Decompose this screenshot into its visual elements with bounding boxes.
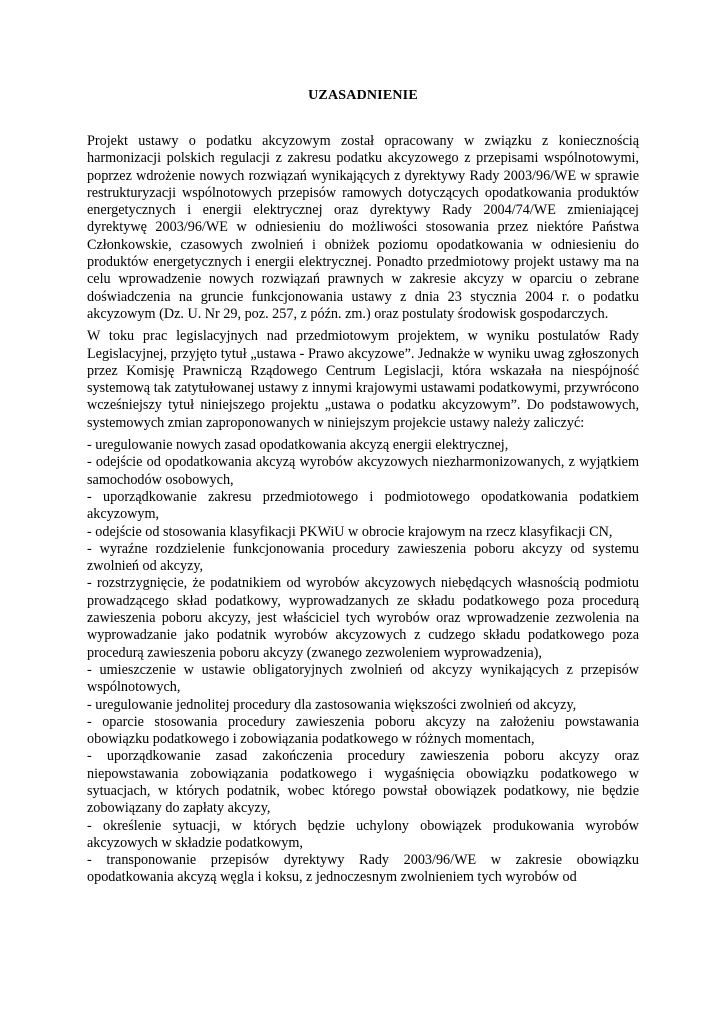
list-item: - odejście od stosowania klasyfikacji PKWiU w obrocie krajowym na rzecz klasyfikacji CN, <box>87 523 613 540</box>
list-item: - określenie sytuacji, w których będzie uchylony obowiązek produkowania wyrobów akcyzowych w składzie podatkowym, <box>87 817 639 851</box>
list-item: - uregulowanie nowych zasad opodatkowania akcyzą energii elektrycznej, <box>87 437 509 454</box>
list-item: - rozstrzygnięcie, że podatnikiem od wyrobów akcyzowych niebędących własnością podmiotu prowadzącego skład podatkowy, wyprowadzanych ze składu podatkowego poza procedurą zawieszenia poboru akcyzy, jest właściciel tych wyrobów oraz wprowadzenie zezwolenia na wyprowadzanie jako podatnik wyrobów akcyzowych z cudzego składu podatkowego poza procedurą zawieszenia poboru akcyzy (zwanego zezwoleniem wyprowadzenia), <box>87 575 639 661</box>
list-item: - wyraźne rozdzielenie funkcjonowania procedury zawieszenia poboru akcyzy od systemu zwolnień od akcyzy, <box>87 540 639 575</box>
changes-list <box>87 437 639 887</box>
list-item: - uregulowanie jednolitej procedury dla zastosowania większości zwolnień od akcyzy, <box>87 696 577 713</box>
list-item: - uporządkowanie zakresu przedmiotowego i podmiotowego opodatkowania podatkiem akcyzowym, <box>87 488 639 523</box>
list-item: - odejście od opodatkowania akcyzą wyrobów akcyzowych niezharmonizowanych, z wyjątkiem samochodów osobowych, <box>87 454 639 488</box>
document-body <box>87 133 639 887</box>
list-item: - oparcie stosowania procedury zawieszenia poboru akcyzy na założeniu powstawania obowiązku podatkowego i zobowiązania podatkowego w różnych momentach, <box>87 713 639 748</box>
document-title: UZASADNIENIE <box>308 88 418 103</box>
list-item: - transponowanie przepisów dyrektywy Rady 2003/96/WE w zakresie obowiązku opodatkowania akcyzą węgla i koksu, z jednoczesnym zwolnieniem tych wyrobów od <box>87 852 639 886</box>
paragraph-legislative-process: W toku prac legislacyjnych nad przedmiotowym projektem, w wyniku postulatów Rady Legislacyjnej, przyjęto tytuł „ustawa - Prawo akcyzowe”. Jednakże w wyniku uwag zgłoszonych przez Komisję Prawniczą Rządowego Centrum Legislacji, która wskazała na niespójność systemową tak zatytułowanej ustawy z innymi krajowymi ustawami podatkowymi, przywrócono wcześniejszy tytuł niniejszego projektu „ustawa o podatku akcyzowym”. Do podstawowych, systemowych zmian zaproponowanych w niniejszym projekcie ustawy należy zaliczyć: <box>87 328 639 431</box>
list-item: - umieszczenie w ustawie obligatoryjnych zwolnień od akcyzy wynikających z przepisów wspólnotowych, <box>87 661 639 696</box>
list-item: - uporządkowanie zasad zakończenia procedury zawieszenia poboru akcyzy oraz niepowstawania zobowiązania podatkowego i wygaśnięcia obowiązku podatkowego w sytuacjach, w których podatnik, wobec którego powstał obowiązek podatkowy, nie będzie zobowiązany do zapłaty akcyzy, <box>87 748 639 817</box>
paragraph-intro: Projekt ustawy o podatku akcyzowym został opracowany w związku z koniecznością harmonizacji polskich regulacji z zakresu podatku akcyzowego z przepisami wspólnotowymi, poprzez wdrożenie nowych rozwiązań wynikających z dyrektywy Rady 2003/96/WE w sprawie restrukturyzacji wspólnotowych przepisów ramowych dotyczących opodatkowania produktów energetycznych i energii elektrycznej oraz dyrektywy Rady 2004/74/WE zmieniającej dyrektywę 2003/96/WE w odniesieniu do możliwości stosowania przez niektóre Państwa Członkowskie, czasowych zwolnień i obniżek poziomu opodatkowania w odniesieniu do produktów energetycznych i energii elektrycznej. Ponadto przedmiotowy projekt ustawy ma na celu wprowadzenie nowych rozwiązań prawnych w zakresie akcyzy w oparciu o zebrane doświadczenia na gruncie funkcjonowania ustawy z dnia 23 stycznia 2004 r. o podatku akcyzowym (Dz. U. Nr 29, poz. 257, z późn. zm.) oraz postulaty środowisk gospodarczych. <box>87 133 639 322</box>
